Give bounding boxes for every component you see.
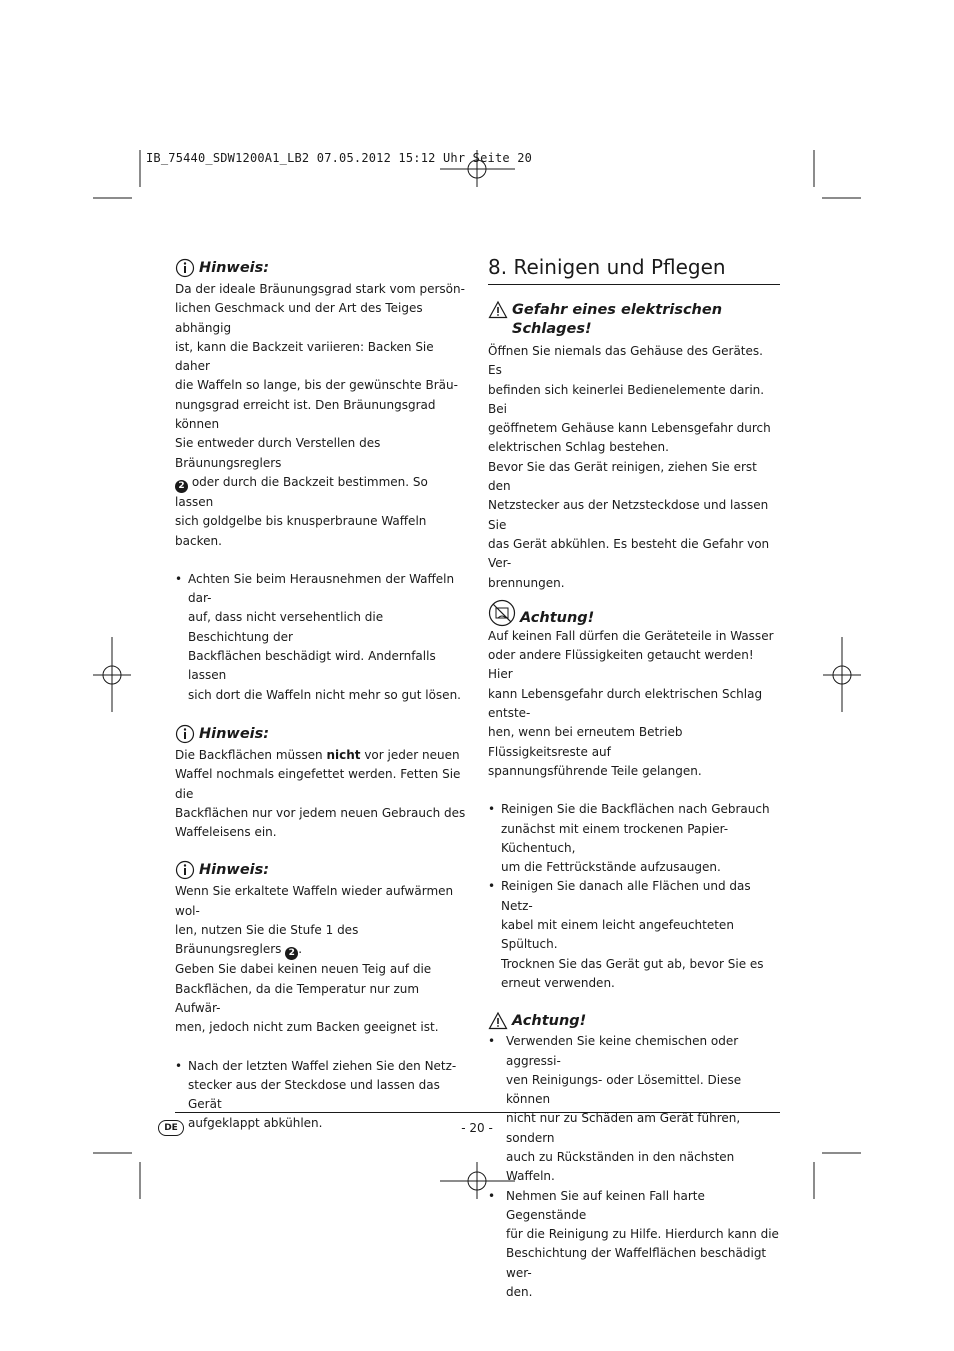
hinweis-rest: Geben Sie dabei keinen neuen Teig auf die Backflächen, da die Temperatur nur zum Aufwär- men, jedoch nicht zum Backen geeignet ist. (175, 962, 439, 1035)
bullet-list (488, 800, 780, 993)
gefahr-title: Gefahr eines elektrischen Schlages! (512, 302, 723, 337)
bullet-list (488, 1032, 780, 1302)
section-title: 8. Reinigen und Pflegen (488, 254, 780, 285)
info-icon (175, 724, 195, 744)
hinweis-heading (175, 258, 467, 278)
language-badge: DE (158, 1120, 184, 1136)
left-column (175, 258, 467, 1134)
list-item: • Nach der letzten Waffel ziehen Sie den Netz- stecker aus der Steckdose und lassen das Gerät aufgeklappt abkühlen. (175, 1057, 467, 1134)
info-icon (175, 258, 195, 278)
achtung-title: Achtung! (520, 609, 595, 626)
right-column (488, 300, 780, 1302)
list-item: • Achten Sie beim Herausnehmen der Waffeln dar- auf, dass nicht versehentlich die Beschichtung der Backflächen beschädigt wird. Andernfalls lassen sich dort die Waffeln nicht mehr so gut lösen. (175, 570, 467, 705)
control-ref-number: 2 (285, 947, 298, 960)
warning-triangle-icon (488, 1011, 508, 1031)
hinweis-text (175, 280, 467, 551)
hinweis-text-post: vor jeder neuen Waffel nochmals eingefettet werden. Fetten Sie die Backflächen nur vor jedem neuen Gebrauch des Waffeleisens ein. (175, 747, 466, 840)
gefahr-text: Bevor Sie das Gerät reinigen, ziehen Sie erst den Netzstecker aus der Netzsteckdose und lassen Sie das Gerät abkühlen. Es besteht die Gefahr von Ver- brennungen. (488, 459, 770, 590)
bullet-list (175, 1057, 467, 1134)
hinweis-text-a: Da der ideale Bräunungsgrad stark vom persön- lichen Geschmack und der Art des Teiges abhängig ist, kann die Backzeit variieren: Backen Sie daher die Waffeln so lange, bis der gewünschte Bräu- nungsgrad erreicht ist. Den Bräunungsgrad können Sie entweder durch Verstellen des Bräunungsreglers (175, 282, 465, 470)
achtung-text: Auf keinen Fall dürfen die Geräteteile in Wasser oder andere Flüssigkeiten getaucht werden! Hier kann Lebensgefahr durch elektrischen Schlag entste- hen, wenn bei erneutem Betrieb Flüssigkeitsreste auf spannungsführende Teile gelangen. (488, 628, 774, 778)
hinweis-text-c: sich goldgelbe bis knusperbraune Waffeln backen. (175, 514, 427, 548)
achtung-heading (488, 599, 780, 627)
hinweis-text (175, 746, 467, 842)
achtung-heading (488, 1011, 780, 1031)
hinweis-heading (175, 724, 467, 744)
hinweis-title: Hinweis: (199, 725, 270, 742)
hinweis-line: Wenn Sie erkaltete Waffeln wieder aufwärmen wol- (175, 884, 454, 918)
list-item: • Verwenden Sie keine chemischen oder aggressi- ven Reinigungs- oder Lösemittel. Diese können nicht nur zu Schäden am Gerät führen, sondern auch zu Rückständen in den nächsten Waffeln. (488, 1032, 780, 1186)
print-slug: IB_75440_SDW1200A1_LB2 07.05.2012 15:12 Uhr Seite 20 (146, 151, 533, 165)
warning-triangle-icon (488, 300, 508, 320)
list-item: • Reinigen Sie die Backflächen nach Gebrauch zunächst mit einem trockenen Papier-Küchentuch, um die Fettrückstände aufzusaugen. (488, 800, 780, 877)
hinweis-text (175, 882, 467, 1037)
control-ref-number: 2 (175, 480, 188, 493)
list-item: • Reinigen Sie danach alle Flächen und das Netz- kabel mit einem leicht angefeuchteten Spültuch. Trocknen Sie das Gerät gut ab, bevor Sie es erneut verwenden. (488, 877, 780, 993)
hinweis-emphasis: nicht (326, 747, 361, 762)
hinweis-title: Hinweis: (199, 260, 270, 276)
no-water-icon (488, 599, 516, 627)
gefahr-text: Öffnen Sie niemals das Gehäuse des Gerätes. Es befinden sich keinerlei Bedienelemente darin. Bei geöffnetem Gehäuse kann Lebensgefahr durch elektrischen Schlag bestehen. (488, 344, 771, 455)
gefahr-heading (488, 300, 780, 339)
hinweis-text-b: oder durch die Backzeit bestimmen. So lassen (175, 474, 428, 509)
bullet-list (175, 570, 467, 705)
hinweis-line: len, nutzen Sie die Stufe 1 des Bräunungsreglers (175, 923, 359, 957)
hinweis-punct: . (298, 942, 303, 957)
info-icon (175, 860, 195, 880)
hinweis-text-pre: Die Backflächen müssen (175, 747, 327, 762)
hinweis-title: Hinweis: (199, 862, 270, 879)
list-item: • Nehmen Sie auf keinen Fall harte Gegenstände für die Reinigung zu Hilfe. Hierdurch kann die Beschichtung der Waffelflächen beschädigt wer- den. (488, 1187, 780, 1303)
achtung-title: Achtung! (512, 1013, 587, 1030)
footer-rule (175, 1112, 780, 1113)
page-number: - 20 - (461, 1121, 493, 1135)
hinweis-heading (175, 860, 467, 880)
